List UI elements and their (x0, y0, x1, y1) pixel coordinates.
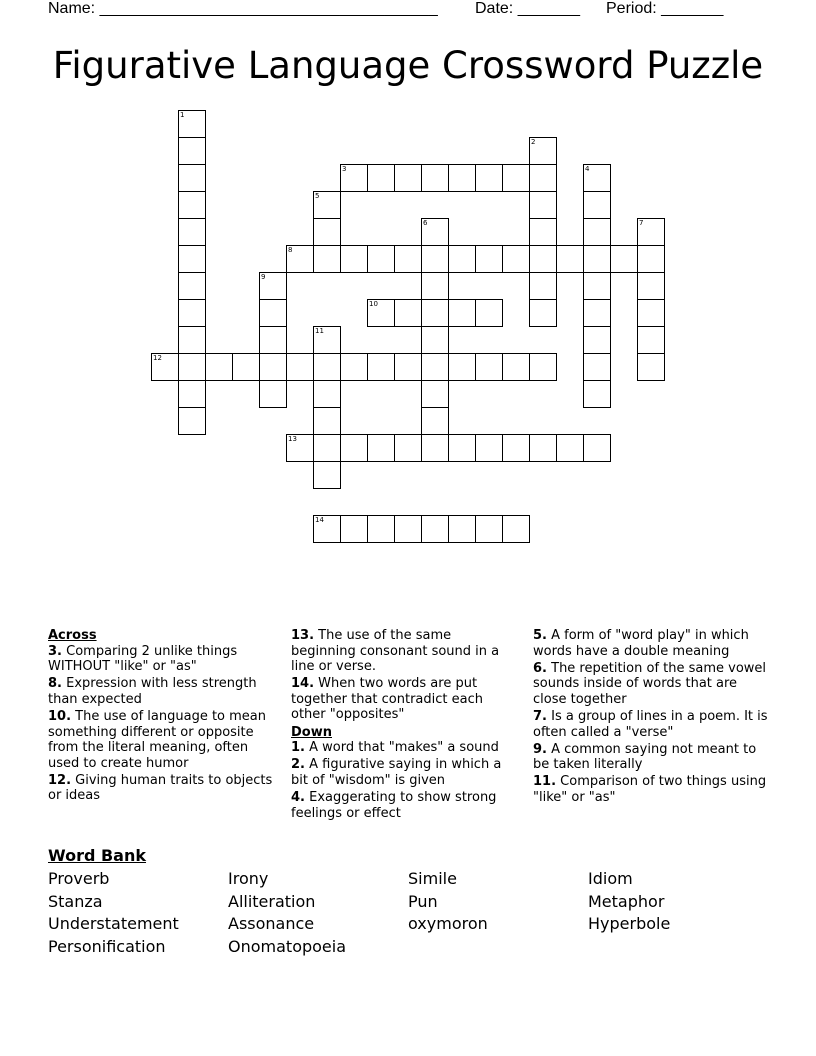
crossword-cell[interactable] (178, 110, 206, 138)
clues-column-2 (291, 628, 516, 823)
crossword-cell[interactable] (583, 245, 611, 273)
word-bank-word: Hyperbole (588, 914, 671, 933)
crossword-cell[interactable] (313, 434, 341, 462)
crossword-cell[interactable] (367, 434, 395, 462)
crossword-cell[interactable] (286, 353, 314, 381)
crossword-cell[interactable] (313, 353, 341, 381)
clue-number: 2 (531, 138, 536, 146)
crossword-cell[interactable] (448, 299, 476, 327)
crossword-cell[interactable] (394, 434, 422, 462)
crossword-cell[interactable] (313, 515, 341, 543)
crossword-cell[interactable] (259, 353, 287, 381)
crossword-cell[interactable] (502, 353, 530, 381)
crossword-cell[interactable] (421, 326, 449, 354)
clue-across-13: 13. The use of the same beginning consonant sound in a line or verse. (291, 628, 500, 675)
crossword-cell[interactable] (394, 515, 422, 543)
clue-down-2: 2. A figurative saying in which a bit of "wisdom" is given (291, 757, 502, 788)
crossword-cell[interactable] (475, 353, 503, 381)
crossword-cell[interactable] (178, 137, 206, 165)
crossword-cell[interactable] (178, 218, 206, 246)
crossword-cell[interactable] (313, 326, 341, 354)
crossword-cell[interactable] (178, 326, 206, 354)
crossword-cell[interactable] (259, 326, 287, 354)
name-field[interactable]: Name: ______________________________________ (48, 0, 438, 17)
clue-number: 6 (423, 219, 428, 227)
crossword-cell[interactable] (178, 272, 206, 300)
crossword-cell[interactable] (637, 272, 665, 300)
crossword-cell[interactable] (286, 245, 314, 273)
crossword-cell[interactable] (448, 164, 476, 192)
crossword-cell[interactable] (394, 164, 422, 192)
clue-number: 7 (639, 219, 644, 227)
crossword-cell[interactable] (529, 353, 557, 381)
crossword-cell[interactable] (421, 218, 449, 246)
period-field[interactable]: Period: _______ (606, 0, 724, 17)
crossword-cell[interactable] (178, 191, 206, 219)
clue-across-14: 14. When two words are put together that contradict each other "opposites" (291, 676, 483, 723)
crossword-cell[interactable] (448, 245, 476, 273)
crossword-cell[interactable] (529, 218, 557, 246)
clue-number: 9 (261, 273, 266, 281)
word-bank-word: oxymoron (408, 914, 488, 933)
word-bank-word: Stanza (48, 892, 103, 911)
crossword-cell[interactable] (421, 164, 449, 192)
clue-down-9: 9. A common saying not meant to be taken literally (533, 741, 757, 773)
crossword-cell[interactable] (637, 326, 665, 354)
word-bank-word: Pun (408, 892, 438, 911)
crossword-cell[interactable] (637, 299, 665, 327)
crossword-cell[interactable] (394, 299, 422, 327)
crossword-cell[interactable] (178, 353, 206, 381)
clue-number: 4 (585, 165, 590, 173)
word-bank-title: Word Bank (48, 846, 147, 865)
word-bank-word: Metaphor (588, 892, 665, 911)
crossword-cell[interactable] (394, 353, 422, 381)
crossword-cell[interactable] (421, 407, 449, 435)
crossword-cell[interactable] (178, 380, 206, 408)
clue-across-12: 12. Giving human traits to objects or ideas (48, 772, 273, 804)
crossword-cell[interactable] (502, 434, 530, 462)
crossword-cell[interactable] (259, 299, 287, 327)
clue-number: 10 (369, 300, 378, 308)
clue-across-10: 10. The use of language to mean something different or opposite from the literal meaning, often used to create humor (48, 708, 266, 771)
crossword-cell[interactable] (286, 434, 314, 462)
crossword-cell[interactable] (340, 353, 368, 381)
clue-across-3: 3. Comparing 2 unlike things WITHOUT "like" or "as" (48, 643, 238, 675)
crossword-cell[interactable] (475, 299, 503, 327)
page-title: Figurative Language Crossword Puzzle (52, 44, 764, 87)
word-bank-word: Alliteration (228, 892, 316, 911)
crossword-cell[interactable] (529, 164, 557, 192)
crossword-cell[interactable] (583, 272, 611, 300)
clue-down-11: 11. Comparison of two things using "like" or "as" (533, 774, 767, 805)
crossword-cell[interactable] (637, 353, 665, 381)
crossword-cell[interactable] (313, 380, 341, 408)
clues-column-1 (48, 628, 273, 806)
down-heading: Down (291, 724, 332, 740)
crossword-cell[interactable] (313, 461, 341, 489)
crossword-cell[interactable] (394, 245, 422, 273)
crossword-cell[interactable] (178, 164, 206, 192)
crossword-cell[interactable] (367, 164, 395, 192)
crossword-cell[interactable] (583, 191, 611, 219)
clues-column-3 (533, 628, 768, 807)
word-bank-word: Proverb (48, 869, 110, 888)
crossword-cell[interactable] (529, 137, 557, 165)
crossword-cell[interactable] (367, 245, 395, 273)
word-bank (48, 845, 778, 967)
crossword-cell[interactable] (367, 515, 395, 543)
crossword-cell[interactable] (556, 434, 584, 462)
crossword-cell[interactable] (583, 326, 611, 354)
crossword-cell[interactable] (313, 407, 341, 435)
crossword-cell[interactable] (529, 191, 557, 219)
word-bank-word: Personification (48, 937, 166, 956)
crossword-cell[interactable] (475, 515, 503, 543)
crossword-cell[interactable] (556, 245, 584, 273)
crossword-cell[interactable] (421, 353, 449, 381)
crossword-cell[interactable] (502, 245, 530, 273)
crossword-cell[interactable] (583, 353, 611, 381)
clue-number: 1 (180, 111, 185, 119)
crossword-cell[interactable] (583, 434, 611, 462)
crossword-cell[interactable] (232, 353, 260, 381)
clue-number: 11 (315, 327, 324, 335)
clue-number: 3 (342, 165, 347, 173)
clue-number: 14 (315, 516, 324, 524)
crossword-cell[interactable] (529, 434, 557, 462)
crossword-cell[interactable] (529, 272, 557, 300)
clue-across-8: 8. Expression with less strength than expected (48, 676, 257, 707)
crossword-cell[interactable] (178, 245, 206, 273)
crossword-cell[interactable] (421, 380, 449, 408)
word-bank-word: Assonance (228, 914, 315, 933)
crossword-cell[interactable] (448, 515, 476, 543)
crossword-cell[interactable] (421, 272, 449, 300)
crossword-cell[interactable] (475, 434, 503, 462)
crossword-cell[interactable] (583, 380, 611, 408)
crossword-cell[interactable] (340, 245, 368, 273)
crossword-cell[interactable] (421, 515, 449, 543)
crossword-cell[interactable] (313, 191, 341, 219)
crossword-cell[interactable] (421, 299, 449, 327)
clues-section (0, 628, 816, 848)
clue-down-7: 7. Is a group of lines in a poem. It is often called a "verse" (533, 708, 768, 740)
crossword-cell[interactable] (367, 353, 395, 381)
clue-down-4: 4. Exaggerating to show strong feelings or effect (291, 789, 497, 821)
date-field[interactable]: Date: _______ (475, 0, 580, 17)
word-bank-word: Onomatopoeia (228, 937, 347, 956)
across-heading: Across (48, 628, 97, 643)
clue-down-5: 5. A form of "word play" in which words have a double meaning (533, 628, 749, 659)
clue-number: 5 (315, 192, 320, 200)
crossword-cell[interactable] (583, 299, 611, 327)
clue-number: 13 (288, 435, 297, 443)
clue-number: 8 (288, 246, 293, 254)
crossword-cell[interactable] (367, 299, 395, 327)
crossword-cell[interactable] (529, 245, 557, 273)
crossword-cell[interactable] (502, 515, 530, 543)
crossword-cell[interactable] (475, 164, 503, 192)
crossword-cell[interactable] (259, 380, 287, 408)
clue-down-1: 1. A word that "makes" a sound (291, 740, 499, 756)
crossword-cell[interactable] (421, 434, 449, 462)
crossword-cell[interactable] (340, 515, 368, 543)
crossword-cell[interactable] (340, 434, 368, 462)
crossword-cell[interactable] (178, 299, 206, 327)
crossword-cell[interactable] (583, 218, 611, 246)
word-bank-word: Simile (408, 869, 457, 888)
crossword-cell[interactable] (610, 245, 638, 273)
crossword-cell[interactable] (259, 272, 287, 300)
crossword-cell[interactable] (529, 299, 557, 327)
crossword-cell[interactable] (637, 218, 665, 246)
crossword-cell[interactable] (502, 164, 530, 192)
word-bank-list (48, 867, 778, 967)
crossword-cell[interactable] (475, 245, 503, 273)
crossword-cell[interactable] (313, 245, 341, 273)
crossword-cell[interactable] (178, 407, 206, 435)
word-bank-word: Understatement (48, 914, 179, 933)
crossword-cell[interactable] (583, 164, 611, 192)
crossword-cell[interactable] (340, 164, 368, 192)
crossword-cell[interactable] (313, 218, 341, 246)
word-bank-word: Idiom (588, 869, 633, 888)
crossword-cell[interactable] (151, 353, 179, 381)
crossword-cell[interactable] (637, 245, 665, 273)
word-bank-word: Irony (228, 869, 269, 888)
crossword-cell[interactable] (448, 434, 476, 462)
crossword-cell[interactable] (205, 353, 233, 381)
clue-down-6: 6. The repetition of the same vowel sounds inside of words that are close together (533, 660, 767, 707)
crossword-cell[interactable] (421, 245, 449, 273)
crossword-cell[interactable] (448, 353, 476, 381)
clue-number: 12 (153, 354, 162, 362)
